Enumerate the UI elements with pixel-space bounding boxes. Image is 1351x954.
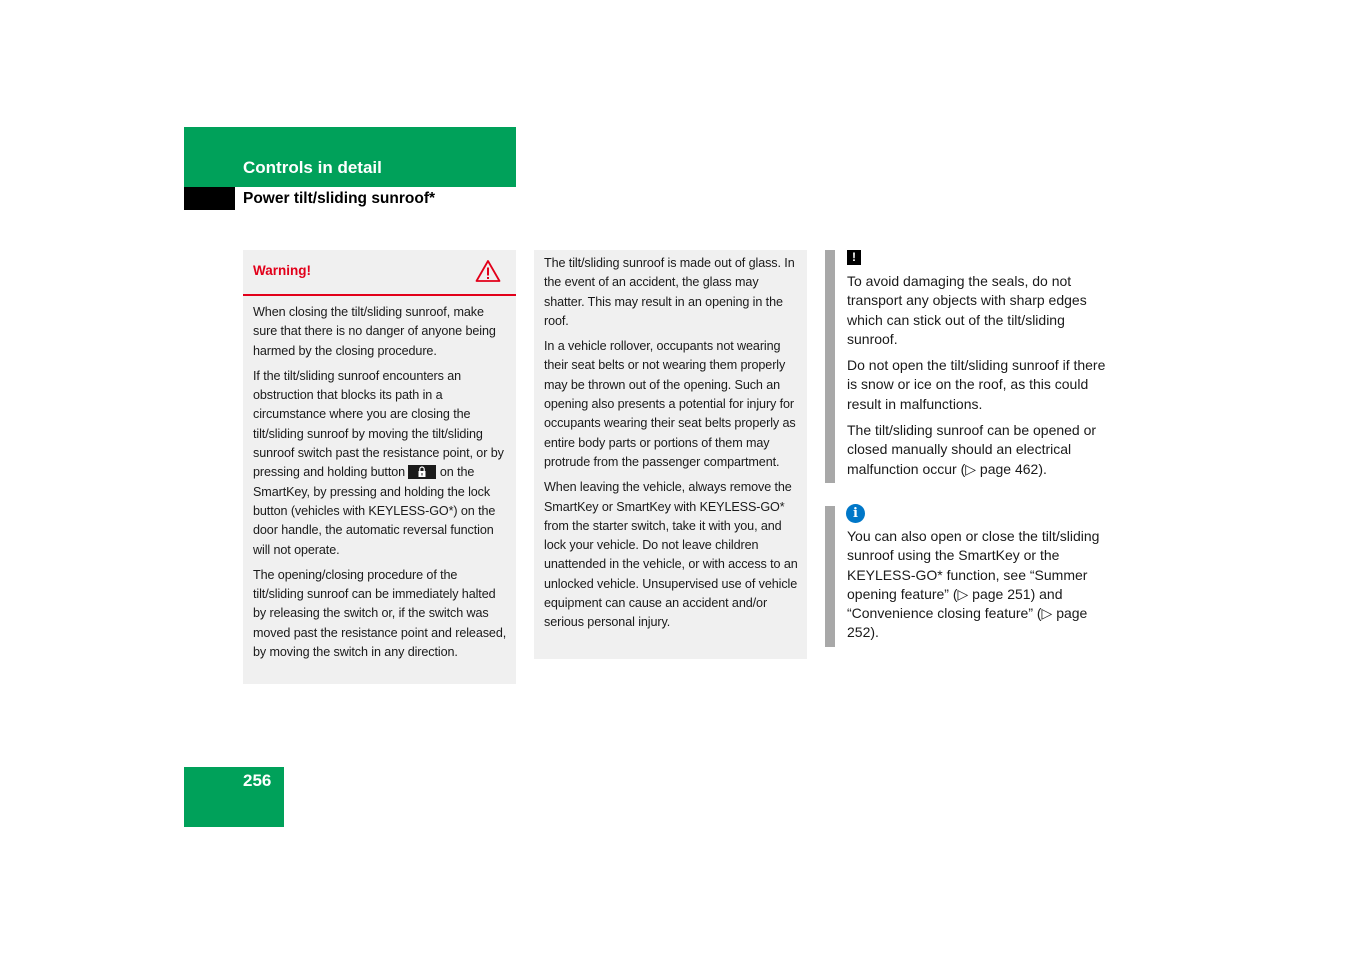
warning-triangle-icon (475, 259, 501, 283)
info-icon: i (846, 504, 865, 523)
caution-text-1: To avoid damaging the seals, do not transport any objects with sharp edges which can stick out of the tilt/sliding sunroof. (847, 273, 1087, 347)
warning-cont-text-3: When leaving the vehicle, always remove the SmartKey or SmartKey with KEYLESS-GO* from the starter switch, take it with you, and lock your vehicle. Do not leave children unattended in the vehicle, or with access to an unlocked vehicle. Unsupervised use of vehicle equipment can cause an accident and/or serious personal injury. (544, 480, 798, 630)
warning-text-3: The opening/closing procedure of the tilt/sliding sunroof can be immediately halted by releasing the switch or, if the switch was moved past the resistance point and released, by moving the switch in any direction. (253, 567, 507, 660)
caution-bar (825, 250, 835, 483)
section-marker (184, 187, 235, 210)
info-text-1: You can also open or close the tilt/sliding sunroof using the SmartKey or the KEYLESS-GO* function, see “Summer opening feature” (▷ page 251) and “Convenience closing feature” (▷ page 252). (847, 528, 1100, 641)
section-title: Controls in detail (243, 158, 382, 177)
warning-panel (243, 250, 516, 684)
warning-text-2 (253, 367, 507, 560)
warning-text-2-before: If the tilt/sliding sunroof encounters an obstruction that blocks its path in a circumstance where you are closing the tilt/sliding sunroof by moving the tilt/sliding sunroof switch past the resistance point, or by pressing and holding button (253, 368, 504, 480)
info-note (825, 506, 1115, 647)
lock-button-icon (408, 465, 436, 479)
caution-text-3: The tilt/sliding sunroof can be opened or closed manually should an electrical malfunction occur (▷ page 462). (847, 422, 1097, 477)
info-bar (825, 506, 835, 647)
warning-cont-text-1: The tilt/sliding sunroof is made out of glass. In the event of an accident, the glass may shatter. This may result in an opening in the roof. (544, 256, 795, 328)
warning-continued-panel (534, 250, 807, 659)
caution-text-2: Do not open the tilt/sliding sunroof if there is snow or ice on the roof, as this could result in malfunctions. (847, 357, 1106, 412)
warning-text-2-after: on the SmartKey, by pressing and holding the lock button (vehicles with KEYLESS-GO*) on the door handle, the automatic reversal function will not operate. (253, 465, 496, 557)
warning-cont-text-2: In a vehicle rollover, occupants not wearing their seat belts or not wearing them properly may be thrown out of the opening. Such an opening also presents a potential for injury for occupants wearing their seat belts properly as entire body parts or portions of them may protrude from the passenger compartment. (544, 339, 796, 469)
warning-text-1: When closing the tilt/sliding sunroof, make sure that there is no danger of anyone being harmed by the closing procedure. (253, 305, 496, 358)
caution-note (825, 250, 1115, 483)
subsection-title: Power tilt/sliding sunroof* (243, 190, 436, 207)
warning-label: Warning! (253, 263, 311, 278)
section-header-bar (184, 127, 516, 187)
warning-header (243, 250, 516, 296)
page-number: 256 (243, 771, 272, 790)
exclamation-icon: ! (847, 250, 861, 265)
